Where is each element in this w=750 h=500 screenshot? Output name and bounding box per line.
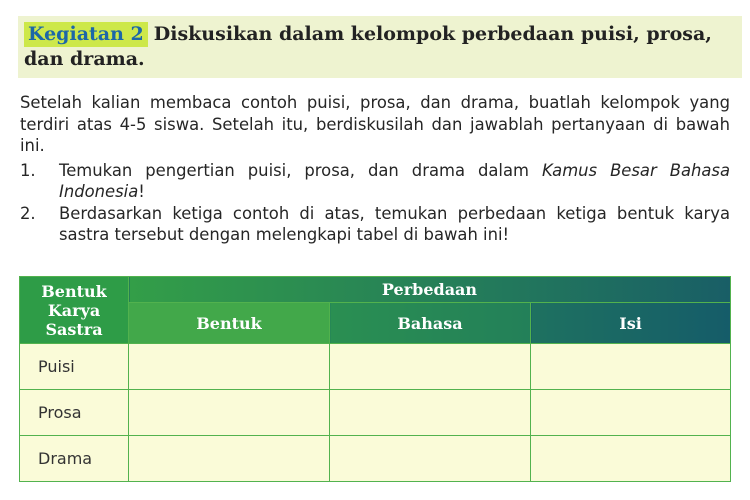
answer-cell[interactable]	[531, 344, 731, 390]
header-perbedaan: Perbedaan	[129, 277, 731, 303]
row-label-puisi: Puisi	[20, 344, 129, 390]
table-row	[20, 436, 731, 482]
body-text	[20, 92, 730, 246]
instruction-text-part: Temukan pengertian puisi, prosa, dan drama dalam	[59, 160, 542, 180]
instruction-text	[59, 160, 730, 203]
comparison-table	[19, 276, 731, 482]
instruction-item	[20, 160, 730, 203]
header-bentuk-karya-sastra: Bentuk Karya Sastra	[20, 277, 129, 344]
header-isi: Isi	[531, 303, 731, 344]
header-bahasa: Bahasa	[330, 303, 531, 344]
intro-paragraph: Setelah kalian membaca contoh puisi, prosa, dan drama, buatlah kelompok yang terdiri atas 4-5 siswa. Setelah itu, berdiskusilah dan jawablah pertanyaan di bawah ini.	[20, 93, 730, 155]
row-label-drama: Drama	[20, 436, 129, 482]
dictionary-title: Kamus Besar Bahasa Indonesia	[59, 160, 731, 201]
activity-badge: Kegiatan 2	[24, 22, 148, 47]
instruction-number: 1.	[20, 160, 36, 180]
instruction-item	[20, 203, 730, 246]
table-row	[20, 344, 731, 390]
answer-cell[interactable]	[330, 390, 531, 436]
activity-title: Diskusikan dalam kelompok perbedaan puisi, prosa, dan drama.	[24, 23, 712, 70]
answer-cell[interactable]	[129, 344, 330, 390]
activity-header	[18, 16, 742, 78]
answer-cell[interactable]	[129, 390, 330, 436]
answer-cell[interactable]	[531, 436, 731, 482]
answer-cell[interactable]	[330, 436, 531, 482]
answer-cell[interactable]	[129, 436, 330, 482]
row-label-prosa: Prosa	[20, 390, 129, 436]
instruction-text: Berdasarkan ketiga contoh di atas, temukan perbedaan ketiga bentuk karya sastra tersebut dengan melengkapi tabel di bawah ini!	[59, 203, 730, 244]
instruction-text-end: !	[138, 182, 145, 201]
header-bentuk: Bentuk	[129, 303, 330, 344]
table-row	[20, 390, 731, 436]
instruction-number: 2.	[20, 203, 36, 223]
answer-cell[interactable]	[330, 344, 531, 390]
answer-cell[interactable]	[531, 390, 731, 436]
instruction-list	[20, 160, 730, 246]
